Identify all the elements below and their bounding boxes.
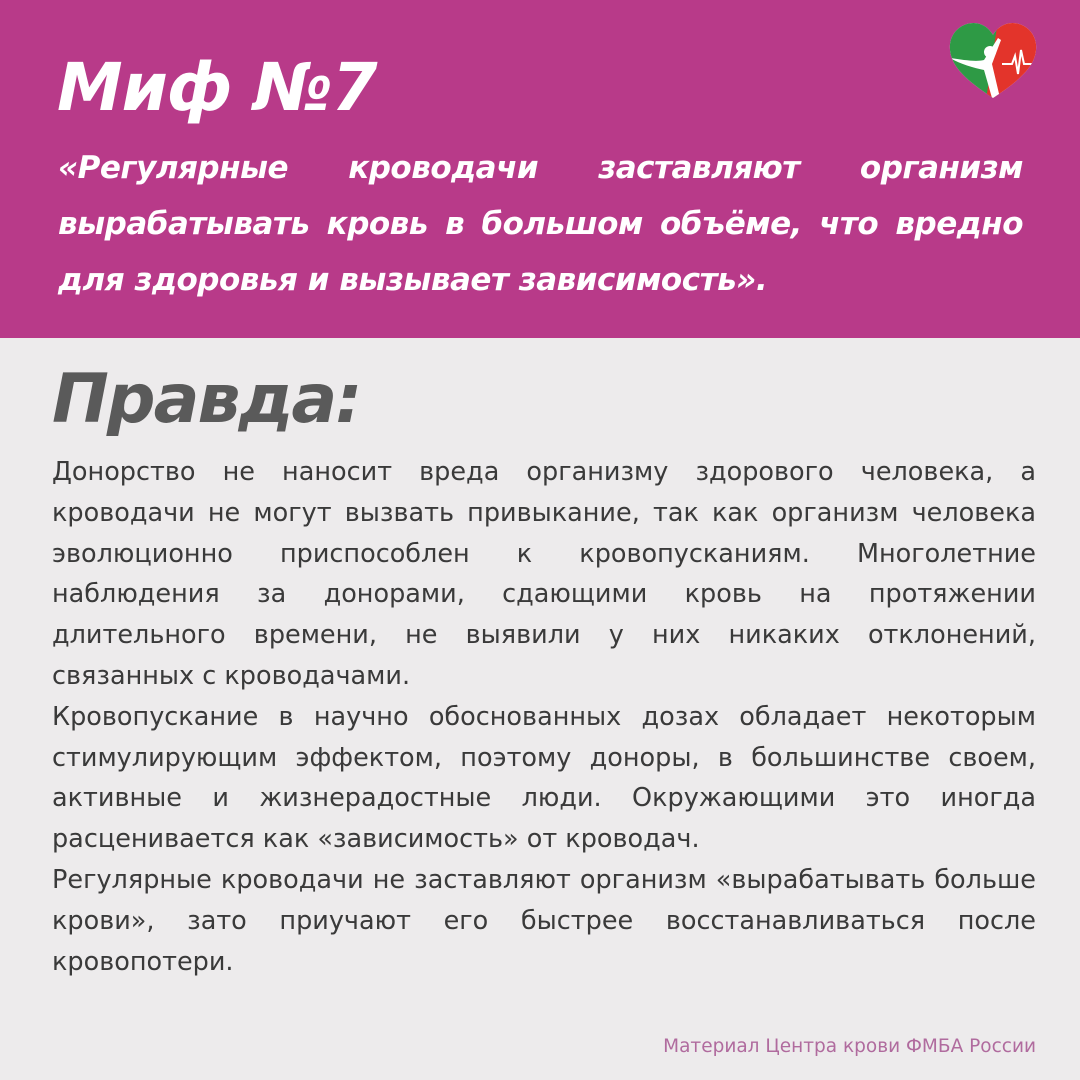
myth-header	[0, 0, 1080, 338]
truth-paragraph-2: Кровопускание в научно обоснованных дозах обладает некоторым стимулирующим эффектом, поэтому доноры, в большинстве своем, активные и жизнерадостные люди. Окружающими это иногда расценивается как «зависимость» от кроводач.	[52, 701, 1036, 855]
truth-body	[52, 452, 1036, 982]
myth-title: Миф №7	[57, 49, 377, 126]
source-credit: Материал Центра крови ФМБА России	[663, 1036, 1036, 1057]
truth-title: Правда:	[52, 360, 361, 439]
truth-paragraph-3: Регулярные кроводачи не заставляют организм «вырабатывать больше крови», зато приучают его быстрее восстанавливаться после кровопотери.	[52, 864, 1036, 977]
truth-paragraph-1: Донорство не наносит вреда организму здорового человека, а кроводачи не могут вызвать привыкание, так как организм человека эволюционно приспособлен к кровопусканиям. Многолетние наблюдения за донорами, сдающими кровь на протяжении длительного времени, не выявили у них никаких отклонений, связанных с кроводачами.	[52, 457, 1036, 691]
heart-person-pulse-icon	[946, 20, 1040, 100]
myth-quote: «Регулярные кроводачи заставляют организм вырабатывать кровь в большом объёме, что вредно для здоровья и вызывает зависимость».	[58, 150, 1023, 298]
